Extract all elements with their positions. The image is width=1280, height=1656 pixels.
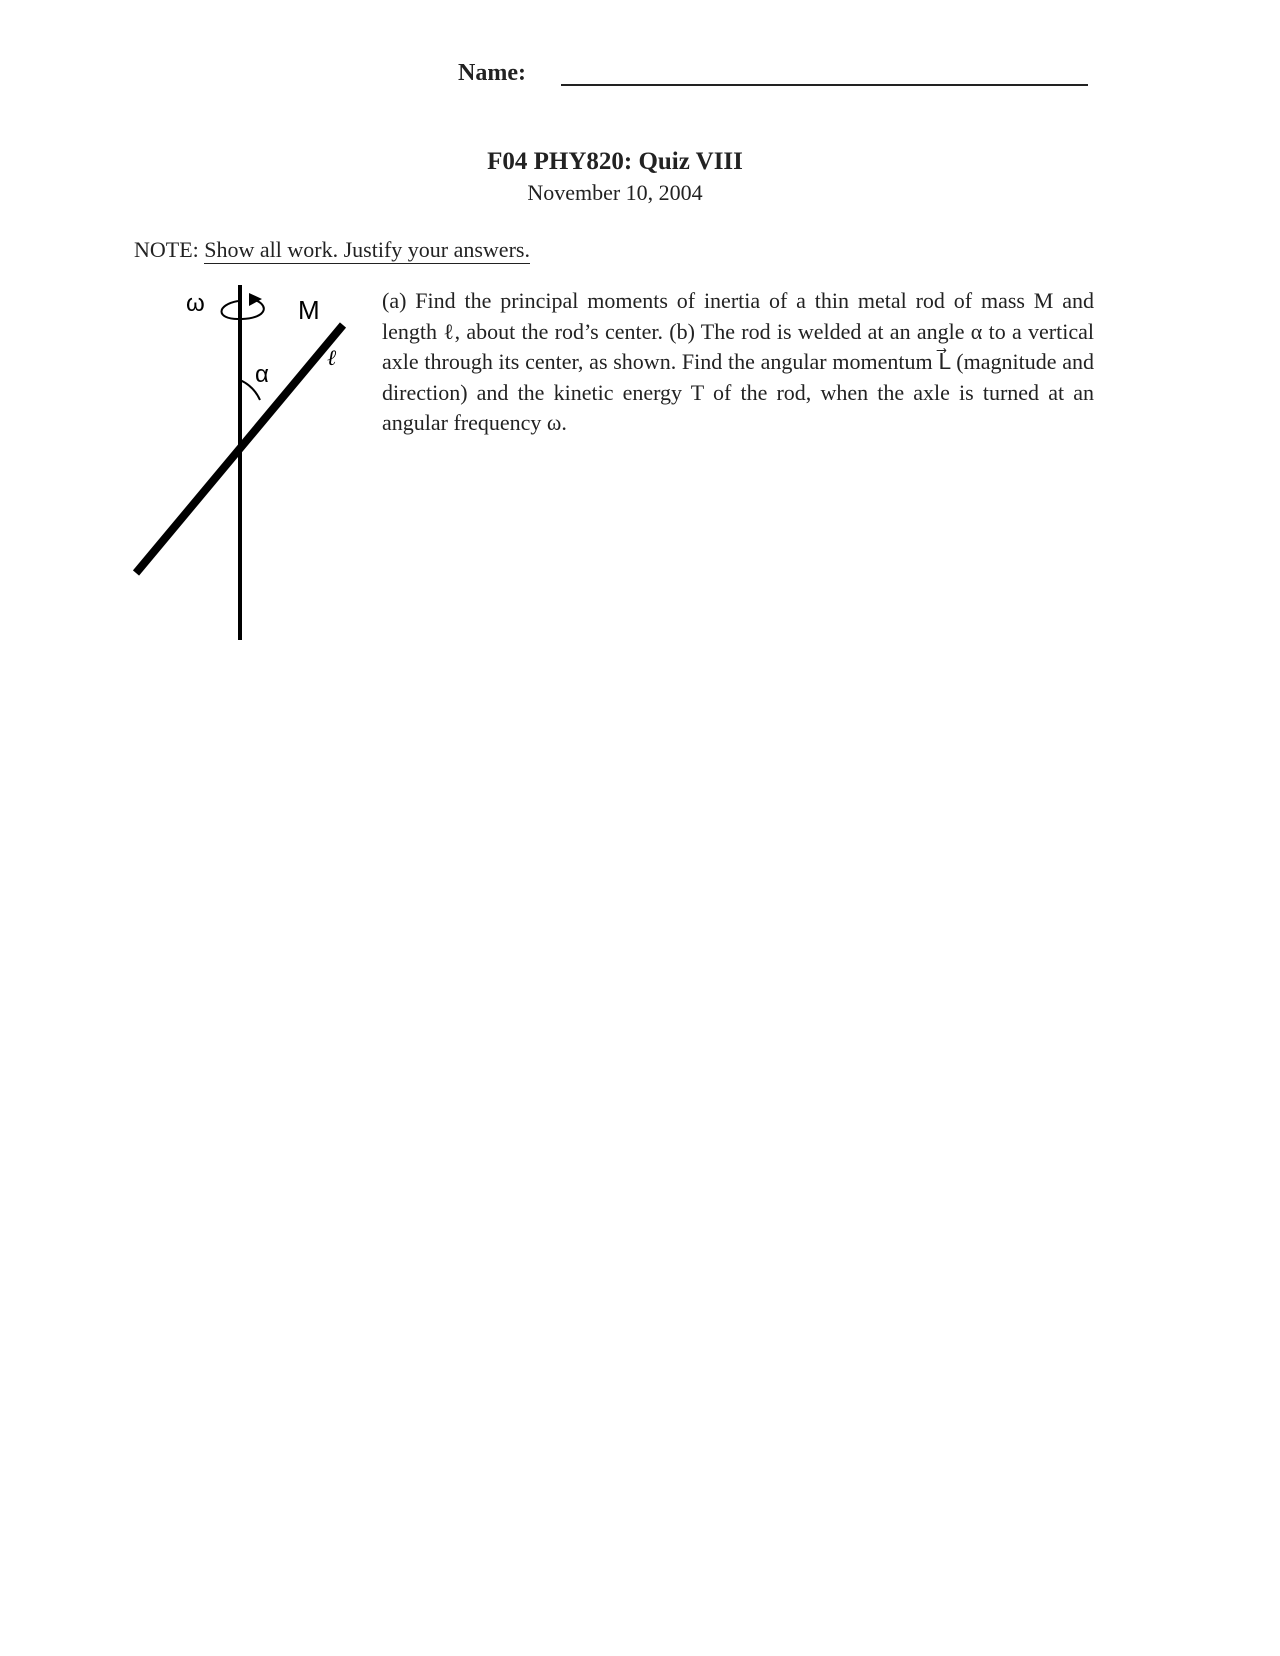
rotation-arrow: [222, 299, 264, 319]
problem-part-a: (a) Find the principal moments of inertia of a thin metal rod of mass M and length ℓ, about the rod’s center.: [382, 288, 1094, 344]
note: [134, 237, 530, 263]
rod-axle-diagram: [128, 285, 358, 645]
angle-label: α: [255, 361, 269, 388]
rotation-arrowhead: [249, 293, 262, 306]
problem-part-b: (b) The rod is welded at an angle α to a vertical axle through its center, as shown. Find the angular momentum L⃗ (magnitude and direction) and the kinetic energy T of the rod, when the axle is turned at an angular frequency ω.: [382, 318, 1094, 435]
mass-label: M: [298, 295, 320, 325]
note-text: Show all work. Justify your answers.: [204, 237, 530, 262]
note-prefix: NOTE:: [134, 237, 199, 262]
quiz-date: November 10, 2004: [527, 180, 703, 205]
name-label: Name:: [458, 60, 526, 86]
rod-axle-figure: [128, 285, 358, 645]
quiz-title: F04 PHY820: Quiz VIII: [487, 148, 743, 175]
length-label: ℓ: [327, 345, 337, 370]
name-blank-line[interactable]: [561, 84, 1088, 86]
problem-statement: [382, 286, 1094, 439]
omega-label: ω: [186, 290, 205, 317]
